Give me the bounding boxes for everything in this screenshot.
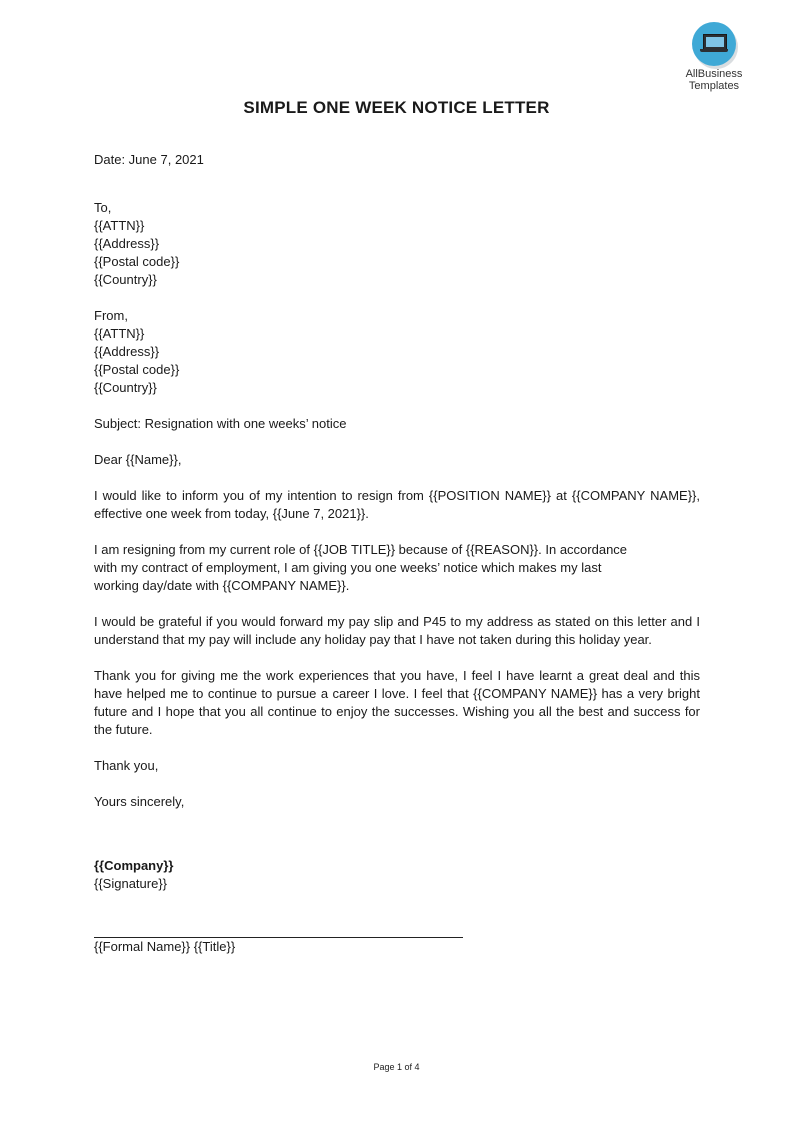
to-postal: {{Postal code}} bbox=[94, 254, 180, 269]
from-postal: {{Postal code}} bbox=[94, 362, 180, 377]
logo-line-1: AllBusiness bbox=[685, 68, 743, 80]
to-country: {{Country}} bbox=[94, 272, 157, 287]
company-placeholder: {{Company}} bbox=[94, 858, 174, 873]
letter-body bbox=[94, 151, 700, 956]
paragraph-2 bbox=[94, 541, 700, 595]
closing-line: Yours sincerely, bbox=[94, 794, 185, 809]
laptop-icon bbox=[692, 22, 736, 66]
paragraph-1: I would like to inform you of my intention to resign from {{POSITION NAME}} at {{COMPANY NAME}}, effective one week from today, {{June 7, 2021}}. bbox=[94, 488, 700, 521]
from-address: {{Address}} bbox=[94, 344, 160, 359]
salutation: Dear {{Name}}, bbox=[94, 452, 182, 467]
paragraph-2-line-2: with my contract of employment, I am giving you one weeks’ notice which makes my last bbox=[94, 560, 602, 575]
paragraph-3: I would be grateful if you would forward my pay slip and P45 to my address as stated on this letter and I understand that my pay will include any holiday pay that I have not taken during this holiday year. bbox=[94, 614, 700, 647]
signature-placeholder: {{Signature}} bbox=[94, 876, 168, 891]
paragraph-2-line-3: working day/date with {{COMPANY NAME}}. bbox=[94, 578, 350, 593]
paragraph-2-line-1: I am resigning from my current role of {{JOB TITLE}} because of {{REASON}}. In accordance bbox=[94, 542, 628, 557]
paragraph-4: Thank you for giving me the work experiences that you have, I feel I have learnt a great deal and this have helped me to continue to pursue a career I love. I feel that {{COMPANY NAME}} has a very bright future and I hope that you all continue to enjoy the successes. Wishing you all the best and success for the future. bbox=[94, 668, 700, 737]
to-label: To, bbox=[94, 200, 112, 215]
sender-address bbox=[94, 307, 700, 397]
page-number: Page 1 of 4 bbox=[373, 1062, 420, 1072]
logo-text bbox=[680, 68, 748, 92]
thanks-line: Thank you, bbox=[94, 758, 159, 773]
letter-date: Date: June 7, 2021 bbox=[94, 152, 204, 167]
formal-name: {{Formal Name}} {{Title}} bbox=[94, 939, 236, 954]
from-attn: {{ATTN}} bbox=[94, 326, 145, 341]
from-label: From, bbox=[94, 308, 128, 323]
company-logo bbox=[680, 22, 748, 92]
to-address: {{Address}} bbox=[94, 236, 160, 251]
to-attn: {{ATTN}} bbox=[94, 218, 145, 233]
from-country: {{Country}} bbox=[94, 380, 157, 395]
logo-line-2: Templates bbox=[688, 80, 740, 92]
subject-line: Subject: Resignation with one weeks’ notice bbox=[94, 416, 347, 431]
recipient-address bbox=[94, 199, 700, 289]
document-title: SIMPLE ONE WEEK NOTICE LETTER bbox=[243, 98, 550, 117]
